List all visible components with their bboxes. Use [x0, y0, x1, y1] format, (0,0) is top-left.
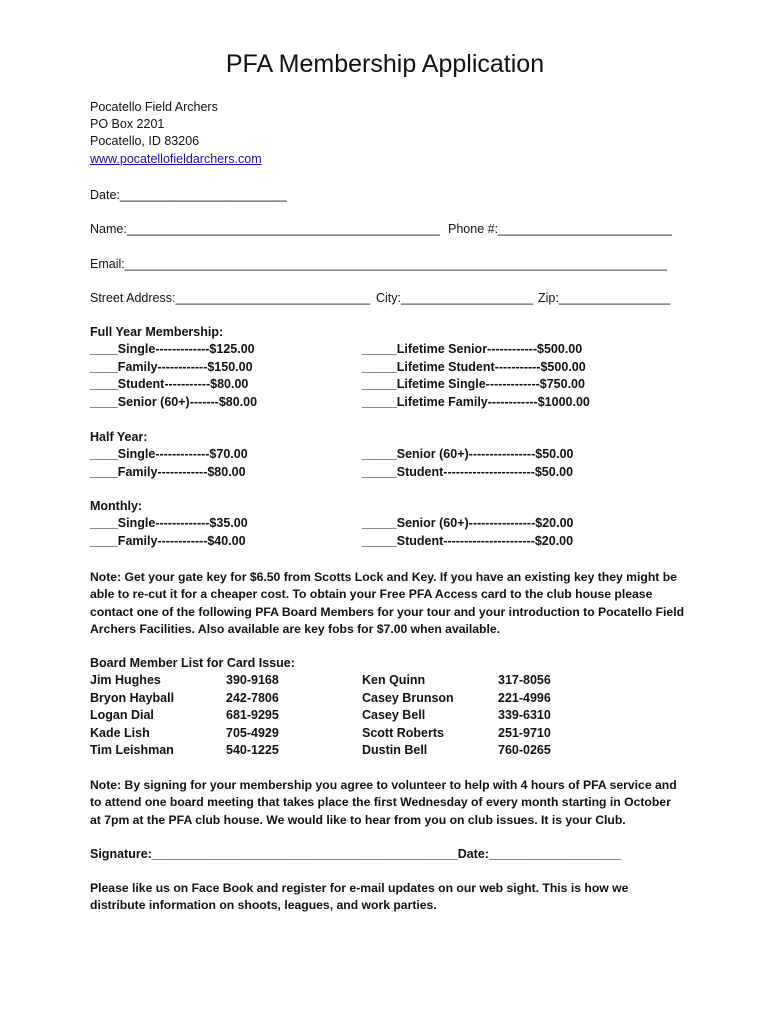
- board-member-phone: 390-9168: [226, 673, 279, 688]
- board-member-phone: 540-1225: [226, 743, 279, 758]
- board-member-name: Casey Brunson: [362, 690, 454, 705]
- board-phones-left: [226, 672, 279, 759]
- board-member-name: Dustin Bell: [362, 743, 428, 758]
- option-full-student[interactable]: ____Student-----------$80.00: [90, 377, 249, 392]
- street-address-field[interactable]: Street Address:____________________________: [90, 291, 371, 305]
- org-name: Pocatello Field Archers: [90, 100, 218, 114]
- name-field[interactable]: Name:_____________________________________________: [90, 222, 440, 236]
- monthly-section: [90, 498, 248, 550]
- email-field[interactable]: Email:______________________________________________________________________________: [90, 257, 667, 271]
- board-member-name: Logan Dial: [90, 708, 154, 723]
- option-half-single[interactable]: ____Single-------------$70.00: [90, 447, 248, 462]
- half-year-right: [362, 446, 574, 481]
- board-member-phone: 221-4996: [498, 690, 551, 705]
- website-link[interactable]: www.pocatellofieldarchers.com: [90, 152, 262, 166]
- facebook-note: Please like us on Face Book and register for e-mail updates on our web sight. This is how we distribute information on shoots, leagues, and work parties.: [90, 881, 629, 913]
- board-member-name: Scott Roberts: [362, 725, 444, 740]
- option-half-family[interactable]: ____Family------------$80.00: [90, 464, 246, 479]
- board-member-name: Jim Hughes: [90, 673, 161, 688]
- board-member-name: Casey Bell: [362, 708, 426, 723]
- half-year-section: [90, 429, 248, 481]
- option-monthly-family[interactable]: ____Family------------$40.00: [90, 533, 246, 548]
- signature-field[interactable]: Signature:____________________________________________Date:___________________: [90, 847, 622, 861]
- board-member-name: Kade Lish: [90, 725, 150, 740]
- page-title: PFA Membership Application: [225, 50, 545, 78]
- board-member-phone: 251-9710: [498, 725, 551, 740]
- option-monthly-single[interactable]: ____Single-------------$35.00: [90, 516, 248, 531]
- gate-key-note: Note: Get your gate key for $6.50 from Scotts Lock and Key. If you have an existing key they might be able to re-cut it for a cheaper cost. To obtain your Free PFA Access card to the club house please contact one of the following PFA Board Members for your tour and your introduction to Pocatello Field Archers Facilities. Also available are key fobs for $7.00 when available.: [90, 570, 685, 636]
- half-year-heading: Half Year:: [90, 430, 148, 444]
- po-box: PO Box 2201: [90, 117, 165, 131]
- option-monthly-student[interactable]: _____Student----------------------$20.00: [362, 533, 574, 548]
- option-half-student[interactable]: _____Student----------------------$50.00: [362, 464, 574, 479]
- phone-field[interactable]: Phone #:_________________________: [448, 222, 672, 236]
- board-member-phone: 681-9295: [226, 708, 279, 723]
- option-lifetime-senior[interactable]: _____Lifetime Senior------------$500.00: [362, 342, 583, 357]
- option-full-senior[interactable]: ____Senior (60+)-------$80.00: [90, 394, 258, 409]
- option-full-single[interactable]: ____Single-------------$125.00: [90, 342, 255, 357]
- monthly-right: [362, 515, 574, 550]
- date-field[interactable]: Date:________________________: [90, 188, 287, 202]
- option-lifetime-family[interactable]: _____Lifetime Family------------$1000.00: [362, 394, 590, 409]
- option-monthly-senior[interactable]: _____Senior (60+)----------------$20.00: [362, 516, 574, 531]
- full-year-heading: Full Year Membership:: [90, 325, 224, 339]
- board-names-right: [362, 672, 454, 759]
- board-member-name: Ken Quinn: [362, 673, 426, 688]
- city-state: Pocatello, ID 83206: [90, 134, 200, 148]
- monthly-heading: Monthly:: [90, 499, 143, 513]
- board-member-phone: 242-7806: [226, 690, 279, 705]
- board-member-name: Tim Leishman: [90, 743, 174, 758]
- board-heading: Board Member List for Card Issue:: [90, 656, 295, 670]
- board-phones-right: [498, 672, 551, 759]
- full-year-section: [90, 324, 257, 411]
- board-member-phone: 705-4929: [226, 725, 279, 740]
- zip-field[interactable]: Zip:________________: [538, 291, 671, 305]
- lifetime-section: [362, 341, 590, 411]
- option-lifetime-student[interactable]: _____Lifetime Student-----------$500.00: [362, 359, 586, 374]
- volunteer-note: Note: By signing for your membership you agree to volunteer to help with 4 hours of PFA service and to attend one board meeting that takes place the first Wednesday of every month starting in October at 7pm at the PFA club house. We would like to hear from you on club issues. It is your Club.: [90, 778, 677, 827]
- option-half-senior[interactable]: _____Senior (60+)----------------$50.00: [362, 447, 574, 462]
- option-full-family[interactable]: ____Family------------$150.00: [90, 359, 253, 374]
- board-names-left: [90, 672, 174, 759]
- board-member-phone: 339-6310: [498, 708, 551, 723]
- city-field[interactable]: City:___________________: [376, 291, 534, 305]
- board-member-phone: 317-8056: [498, 673, 551, 688]
- board-member-phone: 760-0265: [498, 743, 551, 758]
- option-lifetime-single[interactable]: _____Lifetime Single-------------$750.00: [362, 377, 585, 392]
- board-member-name: Bryon Hayball: [90, 690, 175, 705]
